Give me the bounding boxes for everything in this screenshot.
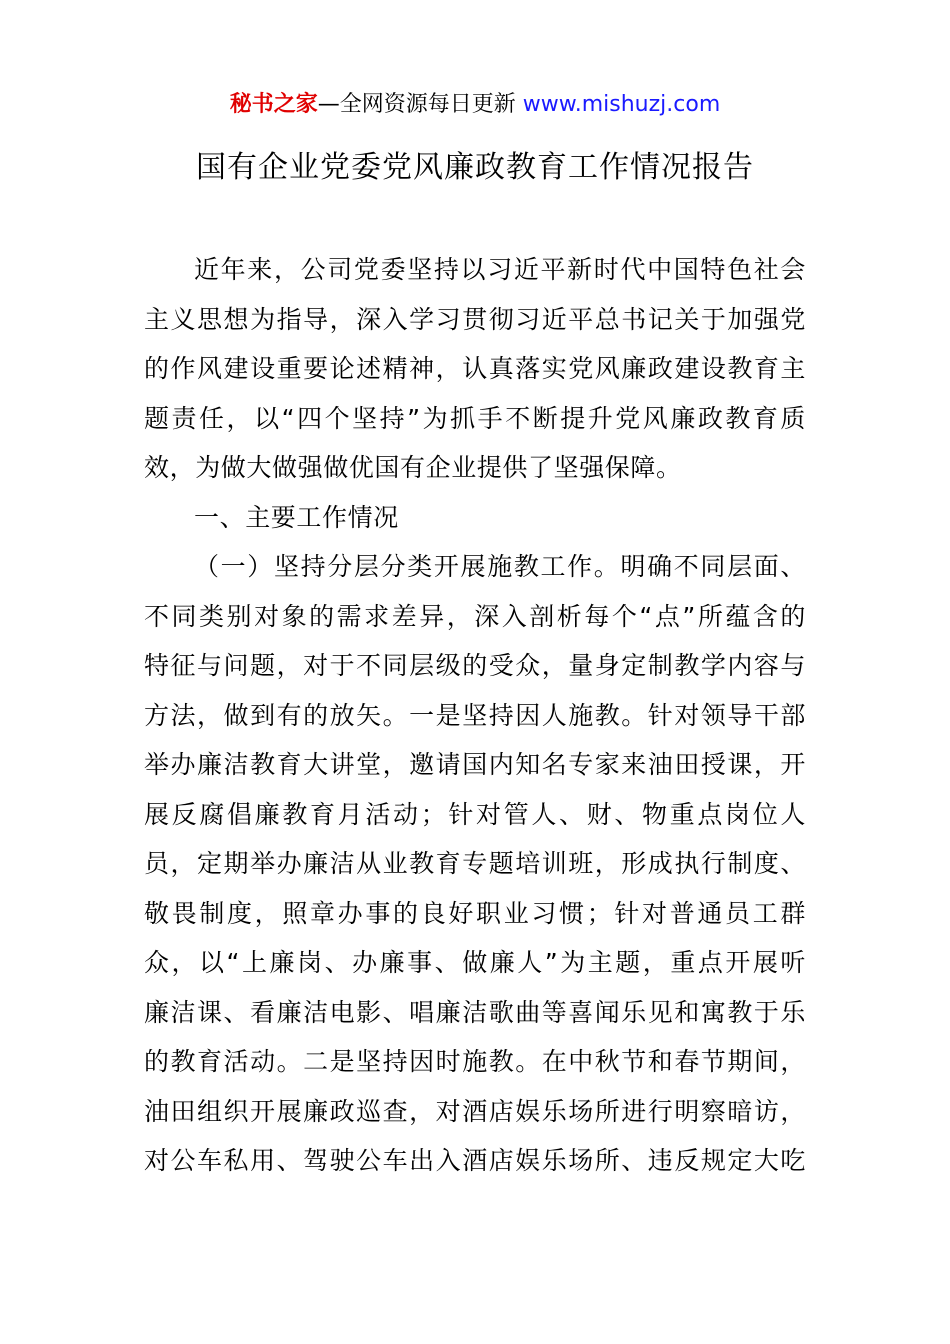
body-line: 题责任，以“四个坚持”为抓手不断提升党风廉政教育质 [144,403,806,433]
site-url-link[interactable]: www.mishuzj.com [522,92,721,117]
body-line: 不同类别对象的需求差异，深入剖析每个“点”所蕴含的 [144,601,806,631]
body-line: 展反腐倡廉教育月活动；针对管人、财、物重点岗位人 [144,799,806,829]
body-line: 特征与问题，对于不同层级的受众，量身定制教学内容与 [144,651,806,680]
body-line: 主义思想为指导，深入学习贯彻习近平总书记关于加强党 [144,304,806,334]
document-title: 国有企业党委党风廉政教育工作情况报告 [196,150,754,185]
body-line: （一）坚持分层分类开展施教工作。明确不同层面、 [194,552,806,581]
body-line: 员，定期举办廉洁从业教育专题培训班，形成执行制度、 [144,849,806,878]
body-line: 油田组织开展廉政巡查，对酒店娱乐场所进行明察暗访， [144,1096,806,1126]
body-line: 的教育活动。二是坚持因时施教。在中秋节和春节期间， [144,1047,806,1076]
site-tagline: —全网资源每日更新 [317,92,523,117]
section-heading: 一、主要工作情况 [194,502,399,532]
body-line: 近年来，公司党委坚持以习近平新时代中国特色社会 [194,255,806,284]
site-name: 秘书之家 [229,92,318,117]
body-line: 廉洁课、看廉洁电影、唱廉洁歌曲等喜闻乐见和寓教于乐 [144,997,806,1027]
body-line: 的作风建设重要论述精神，认真落实党风廉政建设教育主 [144,354,806,383]
document-body [144,245,806,1186]
body-line: 效，为做大做强做优国有企业提供了坚强保障。 [144,453,682,482]
site-header [0,88,950,122]
body-line: 敬畏制度，照章办事的良好职业习惯；针对普通员工群 [144,898,806,928]
body-line: 方法，做到有的放矢。一是坚持因人施教。针对领导干部 [144,700,806,730]
body-line: 举办廉洁教育大讲堂，邀请国内知名专家来油田授课，开 [144,750,806,779]
body-line: 对公车私用、驾驶公车出入酒店娱乐场所、违反规定大吃 [144,1146,806,1175]
body-line: 众，以“上廉岗、办廉事、做廉人”为主题，重点开展听 [144,948,806,977]
